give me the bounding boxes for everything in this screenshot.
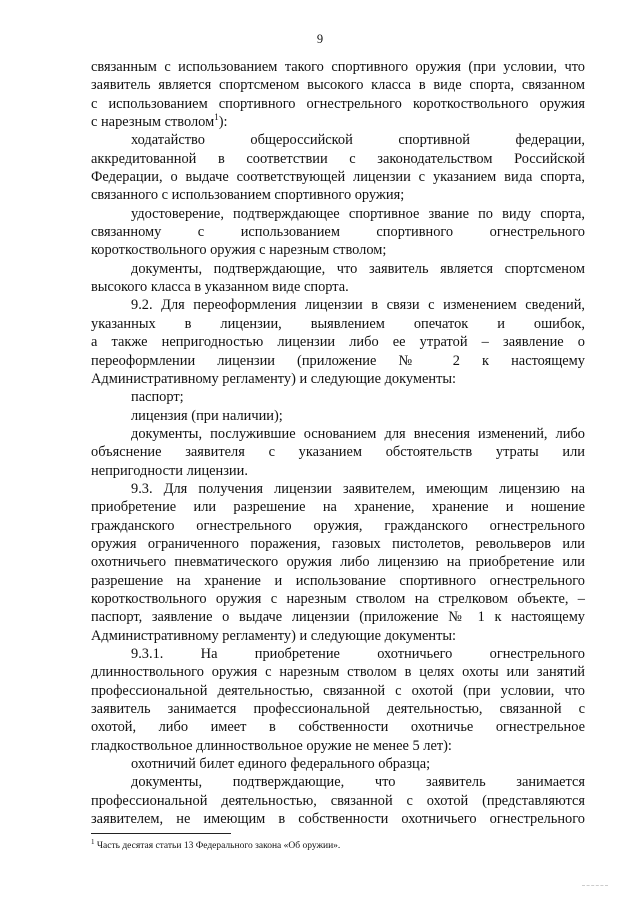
text-line: короткоствольного оружия с нарезным стволом; — [91, 242, 387, 259]
text-line: Административному регламенту) и следующие документы: — [91, 370, 457, 387]
footnote-marker: 1 — [91, 837, 95, 846]
page-number: 9 — [316, 32, 324, 46]
text-line: высокого класса в указанном виде спорта. — [91, 279, 349, 296]
text-line: гладкоствольное длинноствольное оружие не менее 5 лет): — [91, 737, 452, 754]
text-line: охотничий билет единого федерального образца; — [131, 756, 431, 773]
text-line: Федерации, о выдаче соответствующей лицензии с указанием вида спорта, — [91, 169, 585, 186]
text-line: удостоверение, подтверждающее спортивное звание по виду спорта, — [131, 205, 585, 222]
footnote-divider — [91, 833, 231, 834]
text-line: Административному регламенту) и следующие документы: — [91, 627, 457, 644]
text-line: лицензия (при наличии); — [131, 407, 283, 424]
text-line: охотничьего пневматического оружия либо лицензию на приобретение или — [91, 554, 585, 571]
text-line: паспорт; — [131, 389, 184, 406]
text-line: оружия ограниченного поражения, газовых пистолетов, револьверов или — [91, 535, 585, 552]
text-line: 9.3. Для получения лицензии заявителем, имеющим лицензию на — [131, 480, 585, 497]
text-line: заявитель занимается профессиональной деятельностью, связанной с — [91, 701, 585, 718]
text-line: 9.3.1. На приобретение охотничьего огнестрельного — [131, 646, 585, 662]
text-line: непригодности лицензии. — [91, 462, 248, 479]
text-line: гражданского огнестрельного оружия, гражданского огнестрельного — [91, 517, 585, 534]
text-line: профессиональной деятельностью, связанной с охотой (при условии, что — [91, 682, 585, 699]
text-line: ходатайство общероссийской спортивной федерации, — [131, 132, 585, 149]
text-line: связанного с использованием спортивного оружия; — [91, 187, 405, 204]
footnote-text: Часть десятая статьи 13 Федерального закона «Об оружии». — [94, 841, 341, 851]
text-line-content: с нарезным стволом — [91, 114, 215, 131]
text-line: 9.2. Для переоформления лицензии в связи с изменением сведений, — [131, 297, 585, 314]
text-line: с использованием спортивного огнестрельного короткоствольного оружия — [91, 95, 585, 112]
text-line: объяснение заявителя с указанием обстоятельств утраты или — [91, 444, 585, 461]
text-line: указанных в лицензии, выявлением опечаток и ошибок, — [91, 315, 585, 332]
text-line: документы, подтверждающие, что заявитель занимается — [131, 774, 585, 791]
text-line: документы, послужившие основанием для внесения изменений, либо — [131, 425, 585, 442]
text-line: связанным с использованием такого спортивного оружия (при условии, что — [91, 59, 585, 75]
text-line: аккредитованной в соответствии с законодательством Российской — [91, 150, 585, 167]
text-line: разрешение на хранение и использование спортивного огнестрельного — [91, 572, 585, 589]
scan-mark — [582, 885, 608, 886]
text-line: а также непригодностью лицензии либо ее утратой – заявление о — [91, 334, 585, 351]
text-line: переоформлении лицензии (приложение № 2 к настоящему — [91, 352, 585, 369]
text-line: документы, подтверждающие, что заявитель является спортсменом — [131, 260, 585, 277]
text-line: паспорт, заявление о выдаче лицензии (приложение № 1 к настоящему — [91, 609, 585, 626]
text-line-with-footnote-ref — [91, 113, 585, 131]
text-line: связанному с использованием спортивного огнестрельного — [91, 224, 585, 241]
text-line-suffix: ): — [218, 114, 228, 131]
document-body — [91, 58, 585, 828]
text-line: приобретение или разрешение на хранение, хранение и ношение — [91, 499, 585, 516]
footnote-reference: 1 — [214, 112, 219, 123]
text-line: заявителем, не имеющим в собственности охотничьего огнестрельного — [91, 811, 585, 828]
text-line: длинноствольного оружия с нарезным стволом в целях охоты или занятий — [91, 664, 585, 681]
text-line: охотой, либо имеет в собственности охотничье огнестрельное — [91, 719, 585, 736]
text-line: профессиональной деятельностью, связанной с охотой (представляются — [91, 792, 585, 809]
footnote — [91, 837, 341, 852]
text-line: заявитель является спортсменом высокого класса в виде спорта, связанном — [91, 77, 585, 94]
text-line: короткоствольного оружия с нарезным стволом на стрелковом объекте, – — [91, 590, 585, 607]
